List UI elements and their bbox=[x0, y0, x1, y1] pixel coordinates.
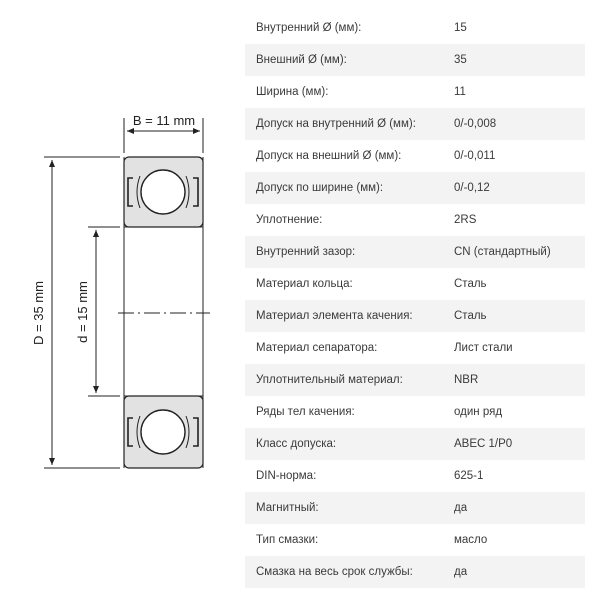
spec-row bbox=[245, 108, 585, 140]
spec-row bbox=[245, 524, 585, 556]
spec-label: Допуск на внутренний Ø (мм): bbox=[256, 118, 416, 130]
spec-value: один ряд bbox=[454, 406, 503, 418]
spec-value: масло bbox=[454, 534, 488, 546]
bearing-section-bottom bbox=[124, 396, 203, 468]
ball-bottom bbox=[141, 410, 185, 454]
spec-label: Материал элемента качения: bbox=[256, 310, 413, 322]
spec-value: 35 bbox=[454, 54, 467, 66]
spec-label: Допуск по ширине (мм): bbox=[256, 182, 384, 194]
spec-value: ABEC 1/P0 bbox=[454, 438, 513, 450]
spec-value: 0/-0,12 bbox=[454, 182, 490, 194]
spec-row bbox=[245, 236, 585, 268]
spec-value: 625-1 bbox=[454, 470, 484, 482]
bearing-cross-section bbox=[118, 157, 210, 468]
outer-diameter-label: D = 35 mm bbox=[31, 281, 46, 345]
spec-value: Сталь bbox=[454, 310, 487, 322]
spec-row bbox=[245, 268, 585, 300]
spec-row bbox=[245, 556, 585, 588]
spec-row bbox=[245, 460, 585, 492]
spec-label: Тип смазки: bbox=[256, 534, 319, 546]
spec-row bbox=[245, 396, 585, 428]
width-dimension-label: B = 11 mm bbox=[132, 113, 196, 128]
spec-label: DIN-норма: bbox=[256, 470, 317, 482]
spec-row bbox=[245, 12, 585, 44]
spec-value: Сталь bbox=[454, 278, 487, 290]
spec-value: NBR bbox=[454, 374, 479, 386]
width-dimension bbox=[124, 113, 203, 153]
spec-value: да bbox=[454, 566, 468, 578]
specs-table bbox=[245, 12, 585, 588]
spec-value: 11 bbox=[454, 86, 466, 98]
spec-row bbox=[245, 44, 585, 76]
spec-label: Ширина (мм): bbox=[256, 86, 329, 98]
inner-diameter-label: d = 15 mm bbox=[75, 281, 90, 343]
spec-value: 0/-0,011 bbox=[454, 150, 496, 162]
spec-label: Внешний Ø (мм): bbox=[256, 54, 347, 66]
spec-value: 15 bbox=[454, 22, 467, 34]
spec-label: Уплотнение: bbox=[256, 214, 323, 226]
spec-row bbox=[245, 428, 585, 460]
spec-row bbox=[245, 300, 585, 332]
spec-row bbox=[245, 172, 585, 204]
spec-row bbox=[245, 76, 585, 108]
spec-row bbox=[245, 364, 585, 396]
bearing-drawing bbox=[0, 0, 240, 600]
spec-value: 0/-0,008 bbox=[454, 118, 497, 130]
inner-diameter-dimension bbox=[75, 227, 120, 396]
spec-label: Допуск на внешний Ø (мм): bbox=[256, 150, 402, 162]
spec-row bbox=[245, 332, 585, 364]
spec-row bbox=[245, 140, 585, 172]
spec-label: Внутренний Ø (мм): bbox=[256, 22, 362, 34]
spec-value: 2RS bbox=[454, 214, 477, 226]
spec-label: Уплотнительный материал: bbox=[256, 374, 403, 386]
spec-label: Материал сепаратора: bbox=[256, 342, 378, 354]
bearing-section-top bbox=[124, 157, 203, 227]
spec-label: Ряды тел качения: bbox=[256, 406, 355, 418]
spec-label: Внутренний зазор: bbox=[256, 246, 356, 258]
spec-value: да bbox=[454, 502, 468, 514]
spec-row bbox=[245, 492, 585, 524]
ball-top bbox=[141, 170, 185, 214]
spec-label: Класс допуска: bbox=[256, 438, 337, 450]
spec-value: CN (стандартный) bbox=[454, 246, 551, 258]
spec-label: Материал кольца: bbox=[256, 278, 353, 290]
spec-label: Смазка на весь срок службы: bbox=[256, 566, 413, 578]
spec-value: Лист стали bbox=[454, 342, 513, 354]
spec-row bbox=[245, 204, 585, 236]
spec-label: Магнитный: bbox=[256, 502, 319, 514]
